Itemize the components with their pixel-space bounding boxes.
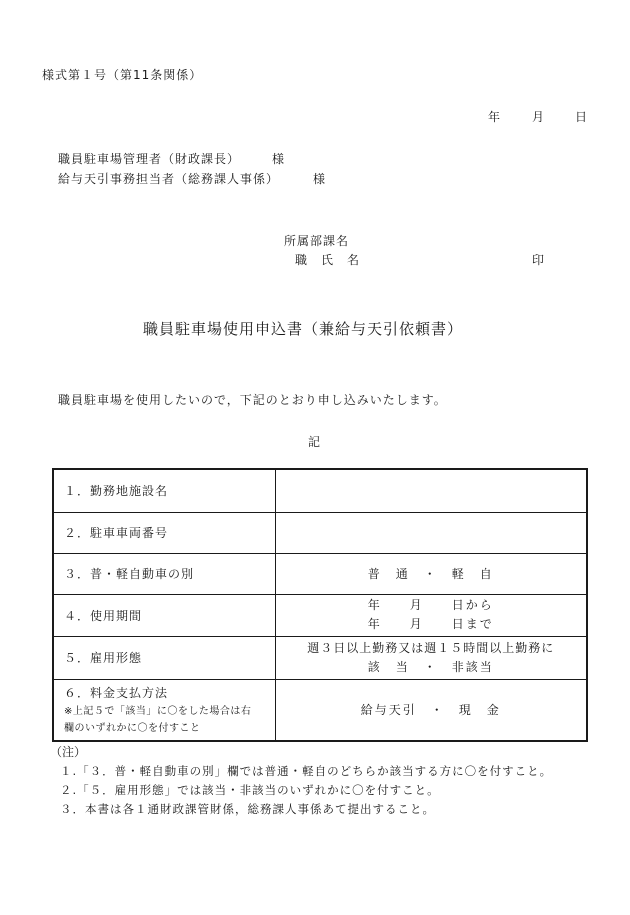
note-item-2: ２.「５．雇用形態」では該当・非該当のいずれかに〇を付すこと。: [60, 783, 440, 797]
application-table: [52, 468, 588, 742]
table-row-workplace: [53, 469, 587, 512]
payment-note-2: 欄のいずれかに〇を付すこと: [64, 722, 201, 734]
workplace-value[interactable]: [275, 469, 587, 512]
employment-options: 該 当 ・ 非該当: [367, 659, 494, 674]
vehicle-type-value[interactable]: 普 通 ・ 軽 自: [275, 553, 587, 594]
form-number: 様式第１号（第11条関係）: [42, 68, 203, 82]
notes-heading: （注）: [50, 745, 87, 759]
vehicle-type-label: ３．普・軽自動車の別: [53, 553, 275, 594]
department-label: 所属部課名: [284, 234, 350, 248]
table-row-vehicle-number: [53, 512, 587, 553]
usage-period-from: 年 月 日から: [367, 598, 494, 612]
table-row-usage-period: [53, 594, 587, 636]
date-month: 月: [532, 110, 545, 124]
usage-period-to: 年 月 日まで: [367, 617, 494, 631]
addressee-name-1: 職員駐車場管理者（財政課長）: [58, 152, 241, 166]
table-row-employment: [53, 636, 587, 679]
addressee-name-2: 給与天引事務担当者（総務課人事係）: [58, 172, 280, 186]
usage-period-label: ４．使用期間: [53, 594, 275, 636]
payment-label-cell: [53, 679, 275, 741]
vehicle-number-value[interactable]: [275, 512, 587, 553]
employment-label: ５．雇用形態: [53, 636, 275, 679]
payment-note-1: ※上記５で「該当」に〇をした場合は右: [64, 705, 252, 717]
document-title: 職員駐車場使用申込書（兼給与天引依頼書）: [143, 320, 464, 338]
seal-label: 印: [532, 253, 545, 267]
addressee-honorific-2: 様: [313, 172, 326, 186]
employment-value[interactable]: [275, 636, 587, 679]
payment-label: ６．料金支払方法: [64, 685, 169, 700]
date-day: 日: [575, 110, 588, 124]
workplace-label: １．勤務地施設名: [53, 469, 275, 512]
table-row-payment: [53, 679, 587, 741]
table-row-vehicle-type: [53, 553, 587, 594]
note-item-1: １.「３．普・軽自動車の別」欄では普通・軽自のどちらか該当する方に〇を付すこと。: [60, 764, 553, 778]
usage-period-value[interactable]: [275, 594, 587, 636]
note-item-3: ３．本書は各１通財政課管財係，総務課人事係あて提出すること。: [60, 802, 435, 816]
date-year: 年: [488, 110, 501, 124]
name-label: 職 氏 名: [295, 253, 361, 267]
intro-text: 職員駐車場を使用したいので，下記のとおり申し込みいたします。: [58, 393, 447, 407]
employment-condition: 週３日以上勤務又は週１５時間以上勤務に: [307, 640, 555, 655]
payment-value[interactable]: 給与天引 ・ 現 金: [275, 679, 587, 741]
vehicle-number-label: ２．駐車車両番号: [53, 512, 275, 553]
addressee-honorific-1: 様: [272, 152, 285, 166]
ki-label: 記: [308, 435, 321, 449]
